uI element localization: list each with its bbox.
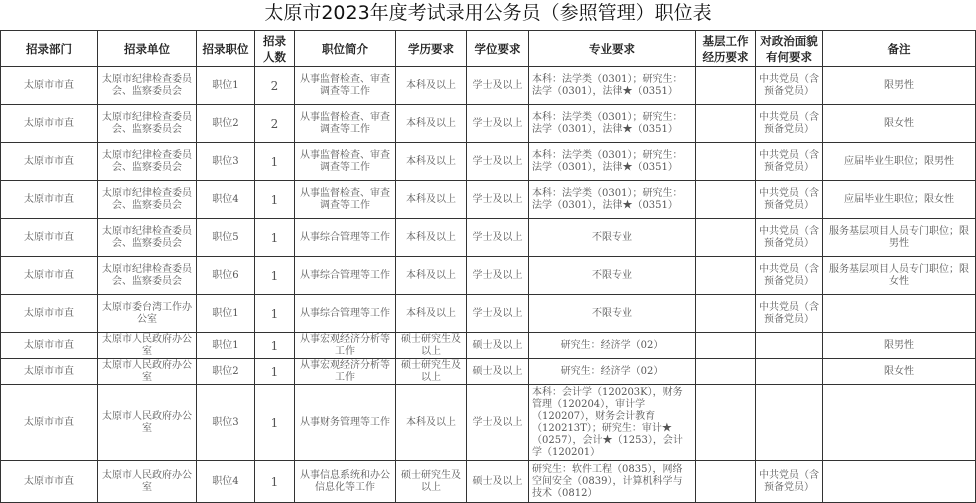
cell-description: 从事监督检查、审查调查等工作	[295, 143, 396, 181]
cell-political: 中共党员（含预备党员）	[756, 461, 823, 503]
cell-department: 太原市市直	[1, 143, 98, 181]
cell-position: 职位1	[197, 295, 255, 333]
cell-position: 职位1	[197, 333, 255, 359]
header-degree: 学位要求	[467, 31, 529, 67]
cell-count: 1	[255, 219, 295, 257]
table-row	[1, 257, 976, 295]
cell-count: 1	[255, 143, 295, 181]
cell-unit: 太原市纪律检查委员会、监察委员会	[98, 67, 197, 105]
cell-major: 本科：法学类（0301）；研究生：法学（0301），法律★（0351）	[529, 181, 696, 219]
position-table	[0, 30, 976, 503]
cell-degree: 学士及以上	[467, 257, 529, 295]
cell-position: 职位2	[197, 105, 255, 143]
cell-political: 中共党员（含预备党员）	[756, 295, 823, 333]
cell-count: 1	[255, 181, 295, 219]
cell-department: 太原市市直	[1, 181, 98, 219]
cell-unit: 太原市委台湾工作办公室	[98, 295, 197, 333]
cell-political	[756, 359, 823, 385]
cell-department: 太原市市直	[1, 105, 98, 143]
cell-position: 职位2	[197, 359, 255, 385]
cell-position: 职位4	[197, 461, 255, 503]
cell-political: 中共党员（含预备党员）	[756, 257, 823, 295]
cell-education: 本科及以上	[396, 105, 467, 143]
cell-unit: 太原市纪律检查委员会、监察委员会	[98, 105, 197, 143]
cell-education: 本科及以上	[396, 257, 467, 295]
header-unit: 招录单位	[98, 31, 197, 67]
cell-description: 从事信息系统和办公信息化等工作	[295, 461, 396, 503]
cell-count: 1	[255, 359, 295, 385]
table-row	[1, 181, 976, 219]
cell-department: 太原市市直	[1, 461, 98, 503]
cell-description: 从事宏观经济分析等工作	[295, 359, 396, 385]
cell-unit: 太原市人民政府办公室	[98, 385, 197, 461]
cell-unit: 太原市人民政府办公室	[98, 359, 197, 385]
cell-education: 本科及以上	[396, 181, 467, 219]
header-grassroots: 基层工作经历要求	[696, 31, 756, 67]
cell-remarks: 限女性	[823, 105, 976, 143]
cell-remarks: 限女性	[823, 359, 976, 385]
cell-grassroots	[696, 67, 756, 105]
cell-description: 从事宏观经济分析等工作	[295, 333, 396, 359]
cell-education: 硕士研究生及以上	[396, 359, 467, 385]
table-row	[1, 461, 976, 503]
cell-political: 中共党员（含预备党员）	[756, 105, 823, 143]
cell-education: 本科及以上	[396, 143, 467, 181]
cell-position: 职位1	[197, 67, 255, 105]
cell-remarks: 限男性	[823, 333, 976, 359]
cell-major: 不限专业	[529, 295, 696, 333]
cell-grassroots	[696, 461, 756, 503]
cell-description: 从事监督检查、审查调查等工作	[295, 105, 396, 143]
cell-major: 研究生：经济学（02）	[529, 333, 696, 359]
cell-political	[756, 385, 823, 461]
cell-degree: 学士及以上	[467, 295, 529, 333]
cell-major: 研究生：经济学（02）	[529, 359, 696, 385]
header-political: 对政治面貌有何要求	[756, 31, 823, 67]
cell-grassroots	[696, 385, 756, 461]
page-title: 太原市2023年度考试录用公务员（参照管理）职位表	[264, 2, 712, 24]
cell-department: 太原市市直	[1, 257, 98, 295]
cell-remarks: 限男性	[823, 67, 976, 105]
cell-degree: 学士及以上	[467, 181, 529, 219]
cell-degree: 学士及以上	[467, 143, 529, 181]
cell-political: 中共党员（含预备党员）	[756, 143, 823, 181]
cell-remarks: 服务基层项目人员专门职位；限女性	[823, 257, 976, 295]
cell-unit: 太原市纪律检查委员会、监察委员会	[98, 219, 197, 257]
cell-political	[756, 333, 823, 359]
cell-degree: 学士及以上	[467, 219, 529, 257]
cell-degree: 硕士及以上	[467, 333, 529, 359]
table-row	[1, 385, 976, 461]
cell-department: 太原市市直	[1, 385, 98, 461]
cell-description: 从事监督检查、审查调查等工作	[295, 67, 396, 105]
cell-unit: 太原市纪律检查委员会、监察委员会	[98, 181, 197, 219]
cell-grassroots	[696, 219, 756, 257]
cell-department: 太原市市直	[1, 219, 98, 257]
cell-major: 本科：法学类（0301）；研究生：法学（0301），法律★（0351）	[529, 105, 696, 143]
cell-education: 硕士研究生及以上	[396, 461, 467, 503]
cell-grassroots	[696, 105, 756, 143]
cell-position: 职位4	[197, 181, 255, 219]
cell-major: 不限专业	[529, 257, 696, 295]
table-row	[1, 333, 976, 359]
cell-degree: 学士及以上	[467, 67, 529, 105]
cell-department: 太原市市直	[1, 67, 98, 105]
cell-remarks	[823, 461, 976, 503]
cell-description: 从事监督检查、审查调查等工作	[295, 181, 396, 219]
cell-count: 1	[255, 385, 295, 461]
cell-education: 本科及以上	[396, 67, 467, 105]
cell-description: 从事综合管理等工作	[295, 257, 396, 295]
header-remarks: 备注	[823, 31, 976, 67]
table-header-row	[1, 31, 976, 67]
cell-major: 本科：法学类（0301）；研究生：法学（0301），法律★（0351）	[529, 143, 696, 181]
cell-unit: 太原市人民政府办公室	[98, 333, 197, 359]
cell-remarks	[823, 295, 976, 333]
cell-education: 硕士研究生及以上	[396, 333, 467, 359]
cell-remarks: 应届毕业生职位；限女性	[823, 181, 976, 219]
cell-position: 职位3	[197, 385, 255, 461]
table-row	[1, 219, 976, 257]
cell-degree: 硕士及以上	[467, 461, 529, 503]
cell-remarks: 服务基层项目人员专门职位；限男性	[823, 219, 976, 257]
cell-count: 1	[255, 295, 295, 333]
cell-grassroots	[696, 359, 756, 385]
cell-unit: 太原市纪律检查委员会、监察委员会	[98, 257, 197, 295]
table-row	[1, 67, 976, 105]
cell-unit: 太原市人民政府办公室	[98, 461, 197, 503]
cell-description: 从事财务管理等工作	[295, 385, 396, 461]
cell-unit: 太原市纪律检查委员会、监察委员会	[98, 143, 197, 181]
header-department: 招录部门	[1, 31, 98, 67]
cell-description: 从事综合管理等工作	[295, 219, 396, 257]
cell-political: 中共党员（含预备党员）	[756, 219, 823, 257]
header-position: 招录职位	[197, 31, 255, 67]
cell-major: 不限专业	[529, 219, 696, 257]
cell-education: 本科及以上	[396, 219, 467, 257]
table-row	[1, 143, 976, 181]
cell-position: 职位5	[197, 219, 255, 257]
cell-education: 本科及以上	[396, 385, 467, 461]
cell-political: 中共党员（含预备党员）	[756, 67, 823, 105]
cell-major: 研究生：软件工程（0835），网络空间安全（0839），计算机科学与技术（0812）	[529, 461, 696, 503]
header-description: 职位简介	[295, 31, 396, 67]
cell-grassroots	[696, 333, 756, 359]
cell-description: 从事综合管理等工作	[295, 295, 396, 333]
table-row	[1, 295, 976, 333]
cell-position: 职位3	[197, 143, 255, 181]
cell-count: 2	[255, 105, 295, 143]
cell-degree: 硕士及以上	[467, 359, 529, 385]
cell-count: 1	[255, 333, 295, 359]
header-major: 专业要求	[529, 31, 696, 67]
cell-major: 本科：法学类（0301）；研究生：法学（0301），法律★（0351）	[529, 67, 696, 105]
cell-degree: 学士及以上	[467, 385, 529, 461]
header-count: 招录人数	[255, 31, 295, 67]
cell-grassroots	[696, 295, 756, 333]
cell-remarks: 应届毕业生职位；限男性	[823, 143, 976, 181]
cell-count: 1	[255, 257, 295, 295]
cell-major: 本科：会计学（120203K），财务管理（120204），审计学（120207），财务会计教育（120213T）；研究生：审计★（0257），会计★（1253），会计学（120201）	[529, 385, 696, 461]
cell-grassroots	[696, 257, 756, 295]
table-row	[1, 105, 976, 143]
cell-count: 1	[255, 461, 295, 503]
cell-education: 本科及以上	[396, 295, 467, 333]
table-row	[1, 359, 976, 385]
cell-remarks	[823, 385, 976, 461]
cell-department: 太原市市直	[1, 333, 98, 359]
cell-position: 职位6	[197, 257, 255, 295]
cell-department: 太原市市直	[1, 359, 98, 385]
cell-count: 2	[255, 67, 295, 105]
cell-political: 中共党员（含预备党员）	[756, 181, 823, 219]
cell-grassroots	[696, 143, 756, 181]
cell-department: 太原市市直	[1, 295, 98, 333]
header-education: 学历要求	[396, 31, 467, 67]
cell-degree: 学士及以上	[467, 105, 529, 143]
cell-grassroots	[696, 181, 756, 219]
